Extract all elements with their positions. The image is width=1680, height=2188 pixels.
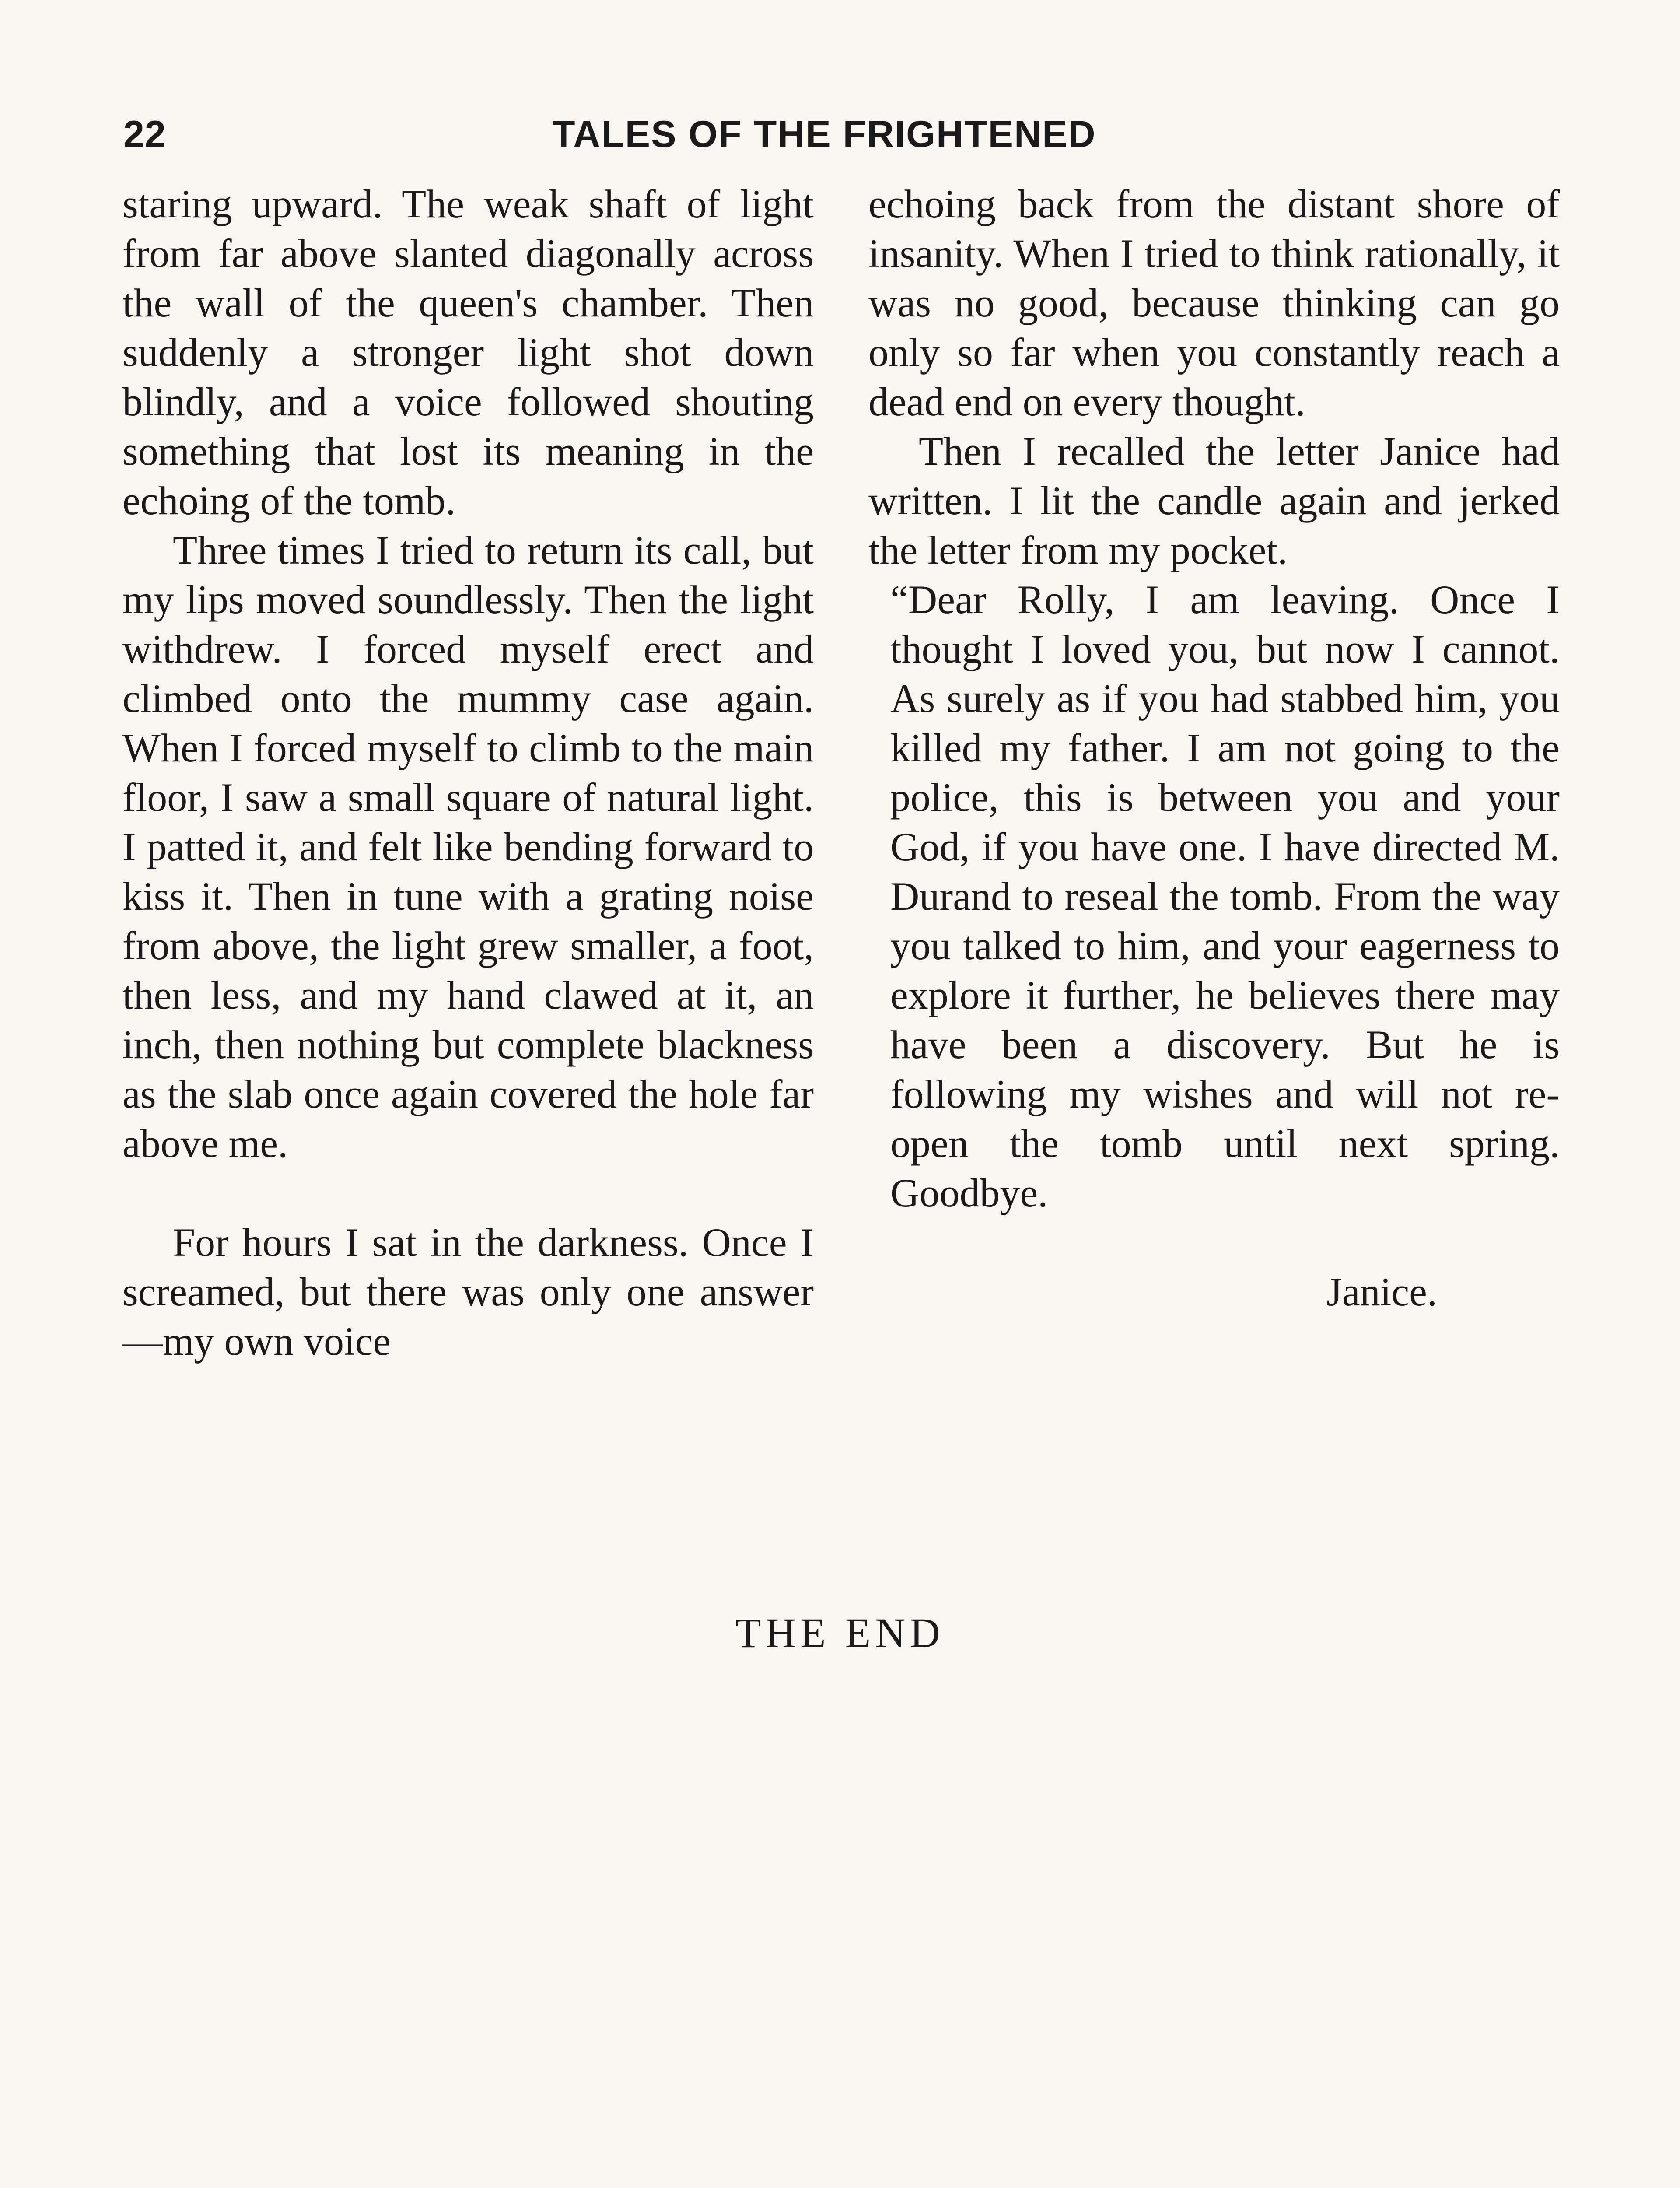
- letter-block: [868, 575, 1560, 1218]
- page-number: 22: [123, 113, 166, 155]
- page-header: [123, 110, 1558, 158]
- right-column: [868, 179, 1560, 1317]
- running-title: TALES OF THE FRIGHTENED: [552, 113, 1096, 155]
- the-end-label: THE END: [735, 1609, 945, 1656]
- left-column: [122, 179, 814, 1366]
- left-paragraph-3: For hours I sat in the darkness. Once I screamed, but there was only one answer—my own voice: [122, 1220, 814, 1364]
- right-paragraph-1: echoing back from the distant shore of insanity. When I tried to think rationally, it was no good, because thinking can go only so far when you constantly reach a dead end on every thought.: [868, 182, 1560, 424]
- letter-text: “Dear Rolly, I am leaving. Once I thought I loved you, but now I cannot. As surely as if you had stabbed him, you killed my father. I am not going to the police, this is between you and your God, if you have one. I have directed M. Durand to reseal the tomb. From the way you talked to him, and your eagerness to explore it further, he believes there may have been a discovery. But he is following my wishes and will not re-open the tomb until next spring. Goodbye.: [890, 577, 1560, 1215]
- left-paragraph-1: staring upward. The weak shaft of light from far above slanted diagonally across the wall of the queen's chamber. Then suddenly a stronger light shot down blindly, and a voice followed shouting something that lost its meaning in the echoing of the tomb.: [122, 182, 814, 523]
- letter-signature: Janice.: [1326, 1269, 1437, 1314]
- right-paragraph-2: Then I recalled the letter Janice had written. I lit the candle again and jerked the letter from my pocket.: [868, 429, 1560, 572]
- section-break: [122, 1168, 814, 1218]
- left-paragraph-2: Three times I tried to return its call, but my lips moved soundlessly. Then the light withdrew. I forced myself erect and climbed onto the mummy case again. When I forced myself to climb to the main floor, I saw a small square of natural light. I patted it, and felt like bending forward to kiss it. Then in tune with a grating noise from above, the light grew smaller, a foot, then less, and my hand clawed at it, an inch, then nothing but complete blackness as the slab once again covered the hole far above me.: [122, 528, 814, 1166]
